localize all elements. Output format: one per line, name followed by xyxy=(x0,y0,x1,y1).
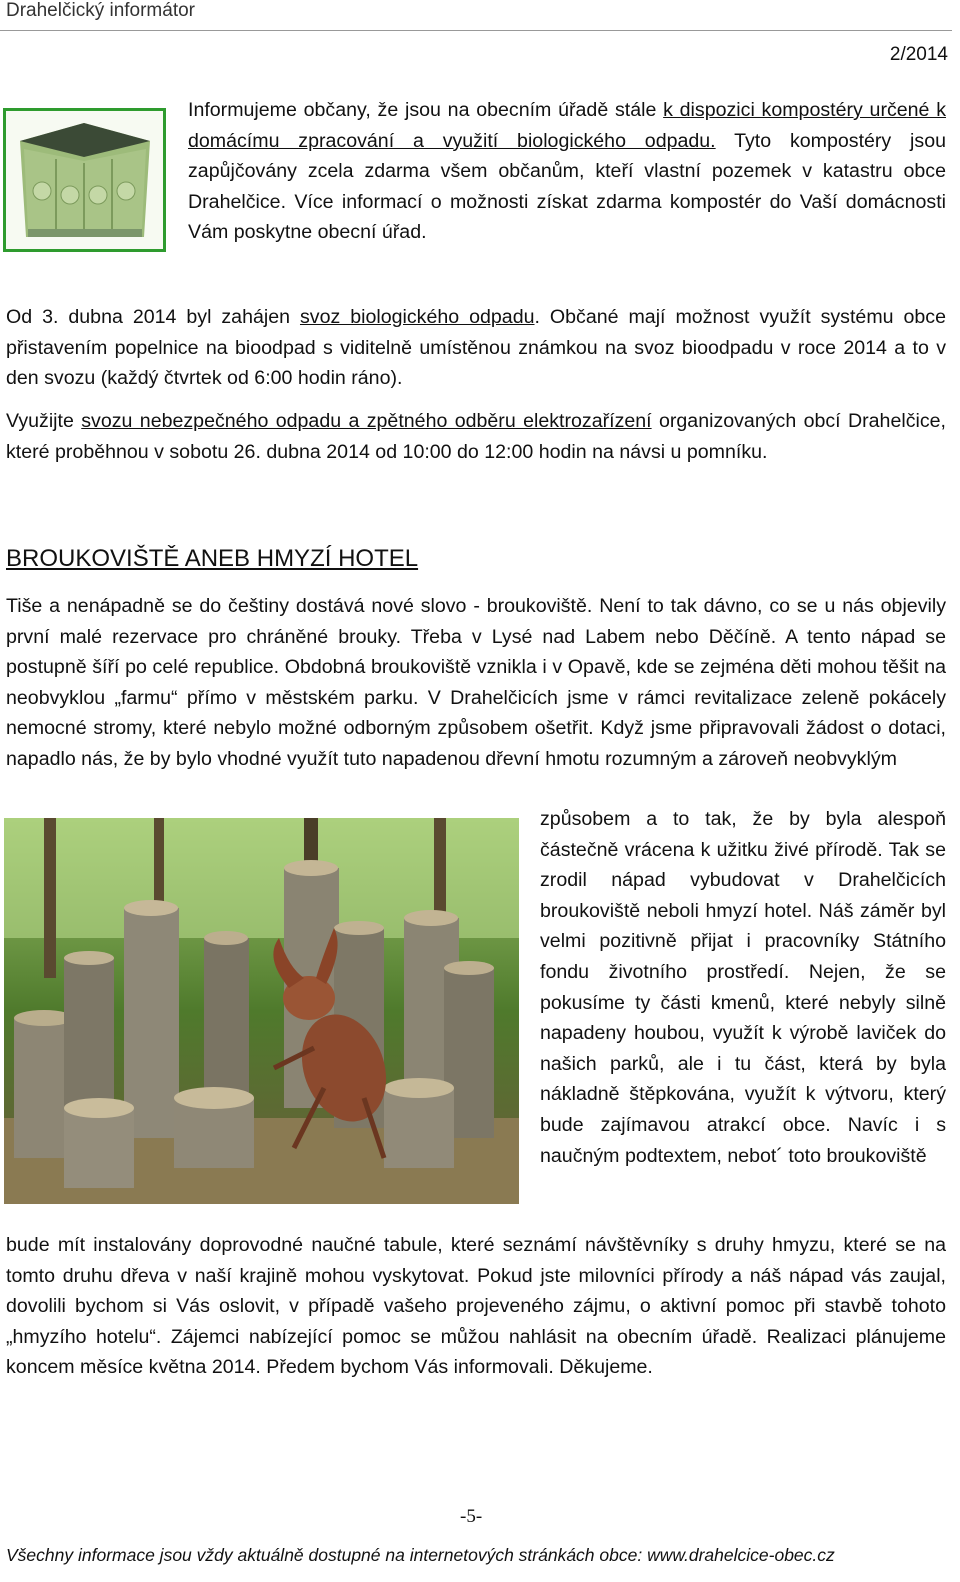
insect-hotel-closing-text: bude mít instalovány doprovodné naučné tabule, které seznámí návštěvníky s druhy hmyzu, které se na tomto druhu dřeva v naší krajině mohou vyskytovat. Pokud jste milovníci přírody a náš nápad vás zaujal, dovolili bychom si Vás oslovit, v případě vašeho projeveného zájmu, o aktivní pomoc při stavbě tohoto „hmyzího hotelu“. Zájemci nabízející pomoc se můžou nahlásit na obecním úřadě. Realizaci plánujeme koncem měsíce května 2014. Předem bychom Vás informovali. Děkujeme. xyxy=(6,1234,946,1379)
hazardous-text-start: Využijte xyxy=(6,410,82,432)
issue-number: 2/2014 xyxy=(889,44,948,65)
bio-waste-paragraph xyxy=(6,302,946,394)
hazardous-underlined-text: svozu nebezpečného odpadu a zpětného odběru elektrozařízení xyxy=(81,410,652,432)
hazardous-waste-paragraph xyxy=(6,406,946,467)
insect-hotel-photo xyxy=(4,818,519,1204)
bio-waste-underlined-text: svoz biologického odpadu xyxy=(299,306,535,328)
insect-hotel-wrap-text: způsobem a to tak, že by byla alespoň částečně vrácena k užitku živé přírodě. Tak se zrodil nápad vybudovat v Drahelčicích broukoviště neboli hmyzí hotel. Náš záměr byl velmi pozitivně přijat i pracovníky Státního fondu životního prostředí. Nejen, že se pokusíme ty části kmenů, které nebyly silně napadeny houbou, využít k výrobě laviček do našich parků, ale i tu část, která by byla nákladně štěpkována, využít k výtvoru, který bude zajímavou atrakcí obce. Navíc i s naučným podtextem, nebot´ toto broukoviště xyxy=(540,808,946,1167)
hazardous-text-end: organizovaných obcí Drahelčice, které proběhnou v sobotu 26. dubna 2014 od 10:00 do 12:00 hodin na návsi u pomníku. xyxy=(6,410,946,463)
insect-hotel-intro: Tiše a nenápadně se do češtiny dostává nové slovo - broukoviště. Není to tak dávno, co se u nás objevily první malé rezervace pro chráněné brouky. Třeba v Lysé nad Labem nebo Děčíně. A tento nápad se postupně šíří po celé republice. Obdobná broukoviště vznikla i v Opavě, kde se zejména děti mohou těšit na neobvyklou „farmu“ přímo v městském parku. V Drahelčicích jsme v rámci revitalizace zeleně pokácely nemocné stromy, které nebylo možné odborným způsobem ošetřit. Když jsme připravovali žádost o dotaci, napadlo nás, že by bylo vhodné využít tuto napadenou dřevní hmotu rozumným a zároveň neobvyklým xyxy=(6,595,946,770)
footer-note: Všechny informace jsou vždy aktuálně dostupné na internetových stránkách obce: www.drahelcice-obec.cz xyxy=(6,1545,835,1565)
composter-text-end: Tyto kompostéry jsou zapůjčovány zcela zdarma všem občanům, kteří vlastní pozemek v katastru obce Drahelčice. Více informací o možnosti získat zdarma kompostér do Vaší domácnosti Vám poskytne obecní úřad. xyxy=(188,129,946,244)
bio-waste-text-start: Od 3. dubna 2014 byl zahájen xyxy=(6,306,300,328)
section-heading: BROUKOVIŠTĚ ANEB HMYZÍ HOTEL xyxy=(6,545,419,572)
composter-image xyxy=(3,108,166,252)
composter-text-start: Informujeme občany, že jsou na obecním úřadě stále xyxy=(188,99,664,121)
composter-paragraph xyxy=(188,95,946,248)
page-number: -5- xyxy=(460,1506,483,1527)
header-divider xyxy=(0,30,952,31)
composter-underlined-text: k dispozici kompostéry určené k domácímu zpracování a využití biologického odpadu. xyxy=(188,99,946,152)
newsletter-title: Drahelčický informátor xyxy=(6,0,195,21)
bio-waste-text-end: . Občané mají možnost využít systému obce přistavením popelnice na bioodpad s viditelně umístěnou známkou na svoz bioodpadu v roce 2014 a to v den svozu (každý čtvrtek od 6:00 hodin ráno). xyxy=(6,306,946,390)
